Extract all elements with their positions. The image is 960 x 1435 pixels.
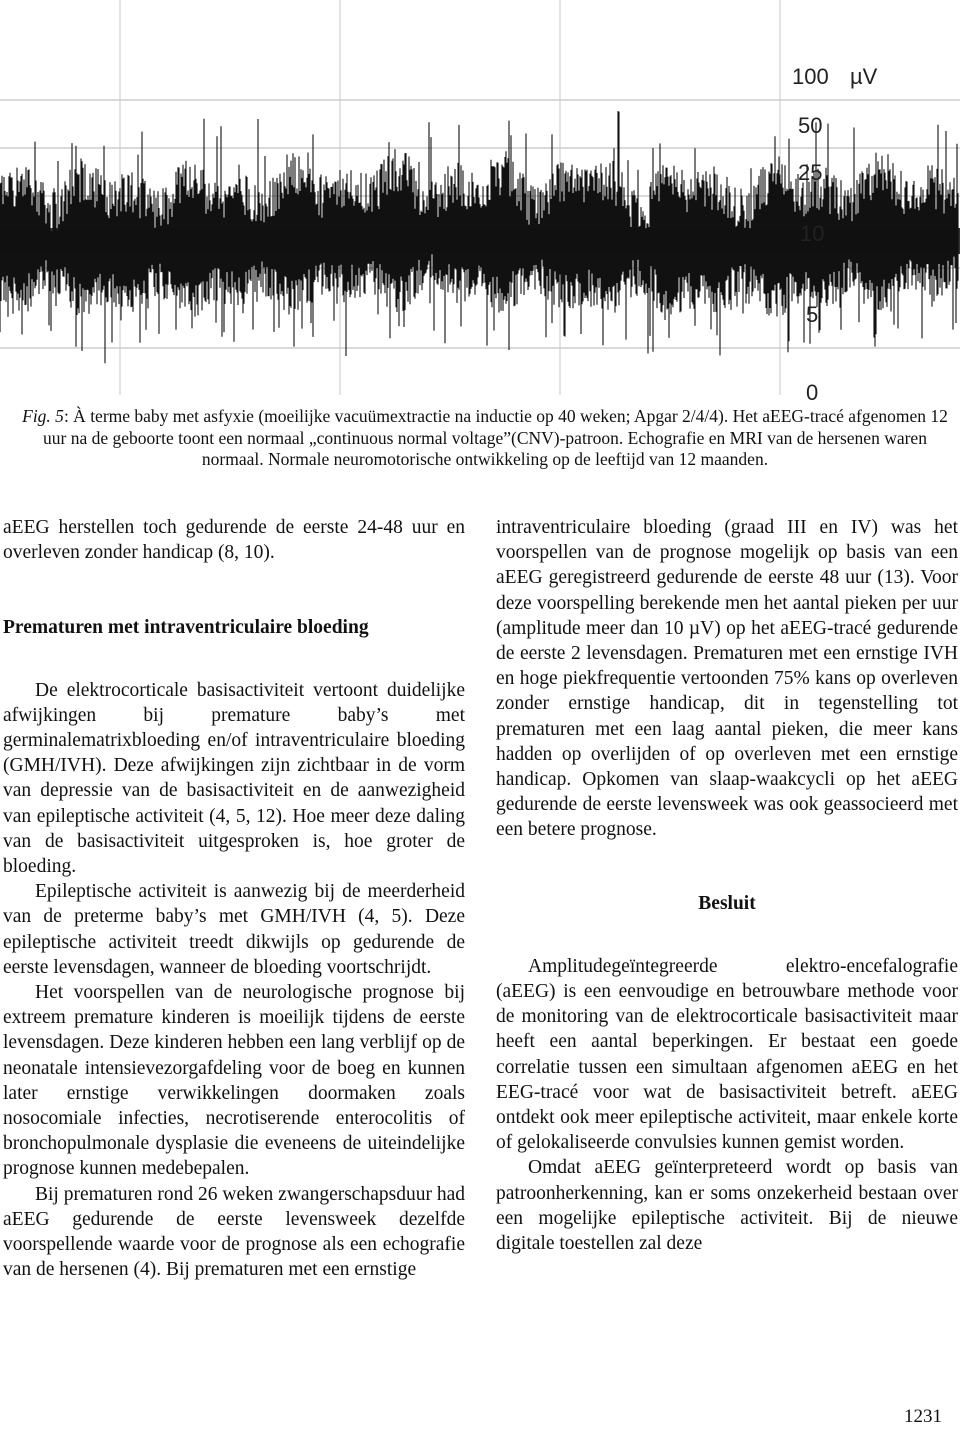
right-column bbox=[496, 515, 958, 1256]
scale-label-10: 10 bbox=[800, 221, 825, 246]
scale-label-25: 25 bbox=[798, 160, 823, 185]
right-intro-paragraph: intraventriculaire bloeding (graad III en IV) was het voorspellen van de prognose mogelijk op basis van een aEEG geregistreerd gedurende de eerste 48 uur (13). Voor deze voorspelling berekende men het aantal pieken per uur (amplitude meer dan 10 µV) op het aEEG-tracé gedurende de eerste 2 levensdagen. Prematuren met een ernstige IVH en hoge piekfrequentie vertoonden 75% kans op overleven zonder ernstige handicap, dit in tegenstelling tot prematuren met een laag aantal pieken, die meer kans hadden op overlijden of op overleven met een ernstige handicap. Opkomen van slaap-waakcycli op het aEEG gedurende de eerste levensweek was ook geassocieerd met een betere prognose. bbox=[496, 517, 958, 841]
section-heading-besluit: Besluit bbox=[698, 892, 756, 914]
scale-label-100: 100 bbox=[792, 64, 829, 89]
figure-caption-text: : À terme baby met asfyxie (moeilijke vacuümextractie na inductie op 40 weken; Apgar 2/4/4). Het aEEG-tracé afgenomen 12 uur na de geboorte toont een normaal „continuous normal voltage”(CNV)-patroon. Echografie en MRI van de hersenen waren normaal. Normale neuromotorische ontwikkeling op de leeftijd van 12 maanden. bbox=[43, 406, 948, 469]
aeeg-figure bbox=[0, 0, 960, 400]
page-number: 1231 bbox=[904, 1406, 942, 1427]
scale-label-0: 0 bbox=[806, 380, 819, 400]
left-column bbox=[3, 515, 465, 1282]
right-paragraph-1: Amplitudegeïntegreerde elektro-encefalografie (aEEG) is een eenvoudige en betrouwbare methode voor de monitoring van de elektrocorticale basisactiviteit maar heeft een aantal beperkingen. Er bestaat een goede correlatie tussen een simultaan afgenomen aEEG en het EEG-tracé voor wat de basisactiviteit betreft. aEEG ontdekt ook meer epileptische activiteit, maar enkele korte of gelokaliseerde convulsies kunnen gemist worden. bbox=[496, 955, 958, 1154]
scale-label-5: 5 bbox=[806, 302, 819, 327]
scale-label-50: 50 bbox=[798, 113, 823, 138]
left-paragraph-1: De elektrocorticale basisactiviteit vertoont duidelijke afwijkingen bij premature baby’s met germinalematrixbloeding en/of intraventriculaire bloeding (GMH/IVH). Deze afwijkingen zijn zichtbaar in de vorm van depressie van de basisactiviteit en de aanwezigheid van epileptische activiteit (4, 5, 12). Hoe meer deze daling van de basisactiviteit uitgesproken is, hoe groter de bloeding. bbox=[3, 679, 465, 878]
figure-caption bbox=[20, 406, 950, 471]
aeeg-trace-plot bbox=[0, 0, 960, 400]
left-paragraph-2: Epileptische activiteit is aanwezig bij de meerderheid van de preterme baby’s met GMH/IVH (4, 5). Deze epileptische activiteit treedt dikwijls op gedurende de eerste levensdagen, wanneer de bloeding voortschrijdt. bbox=[3, 881, 465, 978]
left-paragraph-4: Bij prematuren rond 26 weken zwangerschapsduur had aEEG gedurende de eerste levensweek dezelfde voorspellende waarde voor de prognose als een echografie van de hersenen (4). Bij prematuren met een ernstige bbox=[3, 1183, 465, 1281]
scale-unit-label: µV bbox=[850, 64, 878, 89]
figure-label: Fig. 5 bbox=[22, 406, 64, 426]
left-intro-paragraph: aEEG herstellen toch gedurende de eerste 24-48 uur en overleven zonder handicap (8, 10). bbox=[3, 517, 465, 564]
left-paragraph-3: Het voorspellen van de neurologische prognose bij extreem premature kinderen is moeilijk tijdens de eerste levensdagen. Deze kinderen hebben een lang verblijf op de neonatale intensievezorgafdeling voor de boeg en kunnen later ernstige verwikkelingen doormaken zoals nosocomiale infecties, necrotiserende enterocolitis of bronchopulmonale dysplasie die eveneens de uiteindelijke prognose kunnen medebepalen. bbox=[3, 982, 465, 1180]
right-paragraph-2: Omdat aEEG geïnterpreteerd wordt op basis van patroonherkenning, kan er soms onzekerheid bestaan over een mogelijke epileptische activiteit. Bij de nieuwe digitale toestellen zal deze bbox=[496, 1157, 958, 1255]
section-heading-prematuren: Prematuren met intraventriculaire bloeding bbox=[3, 617, 369, 639]
